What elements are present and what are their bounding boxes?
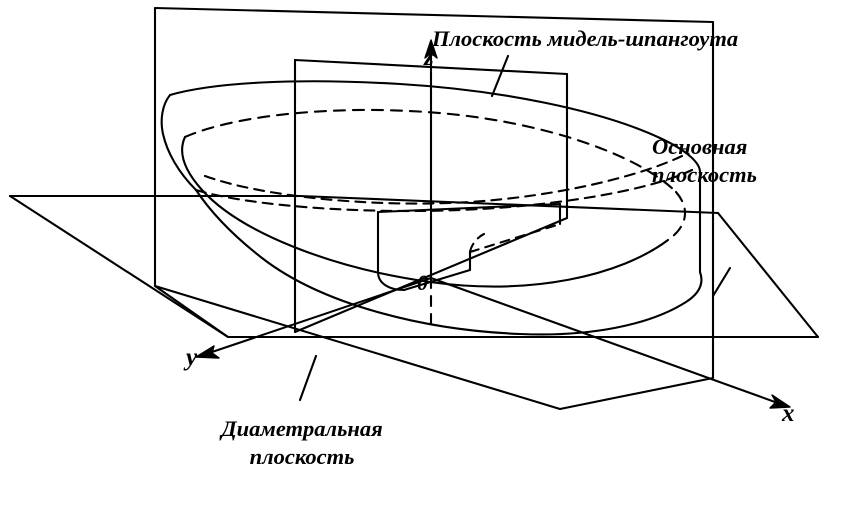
hull-waterline-dashed — [185, 110, 685, 240]
origin-label: 0 — [417, 270, 428, 295]
label-midship-plane: Плоскость мидель-шпангоута — [432, 26, 739, 51]
label-base-plane-line2: плоскость — [652, 162, 757, 187]
axis-x — [431, 278, 790, 408]
axis-y — [196, 278, 431, 358]
axis-z — [425, 40, 437, 278]
label-center-plane-line2: плоскость — [249, 444, 355, 469]
hull-midbody-box-dashed — [470, 224, 560, 252]
label-center-plane-line1: Диаметральная — [221, 416, 383, 441]
base-plane-outline — [10, 196, 818, 337]
axis-label-z: z — [424, 44, 434, 71]
leader-line-base-plane — [713, 268, 730, 296]
axis-label-y: y — [186, 344, 198, 371]
label-base-plane-line1: Основная — [652, 134, 748, 159]
leader-line-center-plane — [300, 356, 316, 400]
axis-label-x: x — [782, 400, 795, 427]
leader-line-midship — [492, 56, 508, 96]
hull-construction-dashed — [196, 156, 692, 211]
